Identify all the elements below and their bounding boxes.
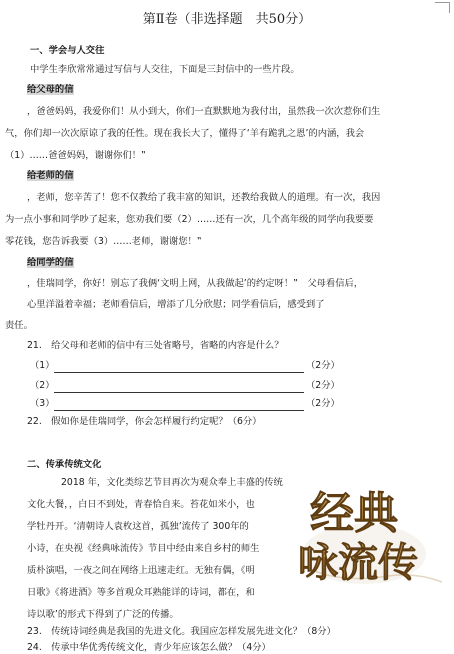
section2-line1: 2018 年，文化类综艺节目再次为观众奉上丰盛的传统: [61, 477, 283, 488]
section2-line5: 质朴演唱，一夜之间在网络上迅速走红。无独有偶，《明: [27, 565, 255, 576]
jingdian-yongliuchuan-logo: [296, 476, 448, 594]
letter3-line3: 责任。: [5, 320, 33, 331]
section2-line7: 诗以歌’的形式下得到了广泛的传播。: [27, 609, 179, 620]
svg-text:咏流传: 咏流传: [298, 539, 418, 586]
letter1-heading: 给父母的信: [27, 84, 74, 95]
blank-score-3: （2分）: [306, 398, 340, 409]
letter3-line1: ，佳瑞同学，你好！别忘了我俩‘文明上网，从我做起’的约定呀！‟ 父母看信后，: [27, 278, 364, 289]
letter1-line2: 气，你们却一次次原谅了我的任性。现在我长大了，懂得了‘羊有跪乳之恩’的内涵，我会: [5, 128, 365, 139]
letter1-line1: ，爸爸妈妈，我爱你们！从小到大，你们一直默默地为我付出，虽然我一次次惹你们生: [27, 106, 381, 117]
letter2-line2: 为一点小事和同学吵了起来，您劝我们要（2）……还有一次，几个高年级的同学向我要要: [5, 214, 374, 225]
paper-title: 第Ⅱ卷（非选择题 共50分）: [142, 12, 312, 27]
blank-label-3: （3）: [30, 398, 55, 409]
svg-text:经典: 经典: [310, 488, 398, 539]
section2-heading: 二、传承传统文化: [27, 459, 102, 470]
letter1-line3: （1）……爸爸妈妈，谢谢你们！‟: [5, 150, 146, 161]
section2-line6: 日歌》《将进酒》等多首观众耳熟能详的诗词，都在，和: [27, 587, 255, 598]
blank-label-1: （1）: [30, 360, 55, 371]
letter3-line2: 心里洋溢着幸福；老师看信后，增添了几分欣慰；同学看信后，感受到了: [27, 299, 325, 310]
blank-score-1: （2分）: [306, 360, 340, 371]
section1-heading: 一、学会与人交往: [30, 45, 105, 56]
question-21: 21. 给父母和老师的信中有三处省略号，省略的内容是什么？: [27, 340, 284, 351]
answer-line-1[interactable]: [54, 372, 304, 373]
question-23: 23. 传统诗词经典是我国的先进文化。我国应怎样发展先进文化？（8分）: [27, 626, 336, 637]
section2-line2: 文化大餐，，白日不到处，青春恰自来。苔花如米小，也: [27, 499, 255, 510]
question-22: 22. 假如你是佳瑞同学，你会怎样履行约定呢？（6分）: [27, 416, 262, 427]
letter3-heading: 给同学的信: [27, 257, 74, 268]
answer-line-2[interactable]: [54, 392, 304, 393]
answer-line-3[interactable]: [54, 410, 304, 411]
letter2-line1: ，老师，您辛苦了！您不仅教给了我丰富的知识，还教给我做人的道理。有一次，我因: [27, 192, 381, 203]
section2-line4: 小诗，在央视《经典咏流传》节目中经由来自乡村的师生: [27, 543, 260, 554]
letter2-line3: 零花钱，您告诉我要（3）……老师，谢谢您！‟: [5, 236, 202, 247]
section2-line3: 学牡丹开。‘清朝诗人袁枚这首，孤独’流传了 300年的: [27, 521, 249, 532]
blank-score-2: （2分）: [306, 380, 340, 391]
blank-label-2: （2）: [30, 380, 55, 391]
question-24: 24. 传承中华优秀传统文化，青少年应该怎么做？（4分）: [27, 642, 271, 653]
letter2-heading: 给老师的信: [27, 170, 74, 181]
section1-intro: 中学生李欣常常通过写信与人交往，下面是三封信中的一些片段。: [30, 64, 300, 75]
